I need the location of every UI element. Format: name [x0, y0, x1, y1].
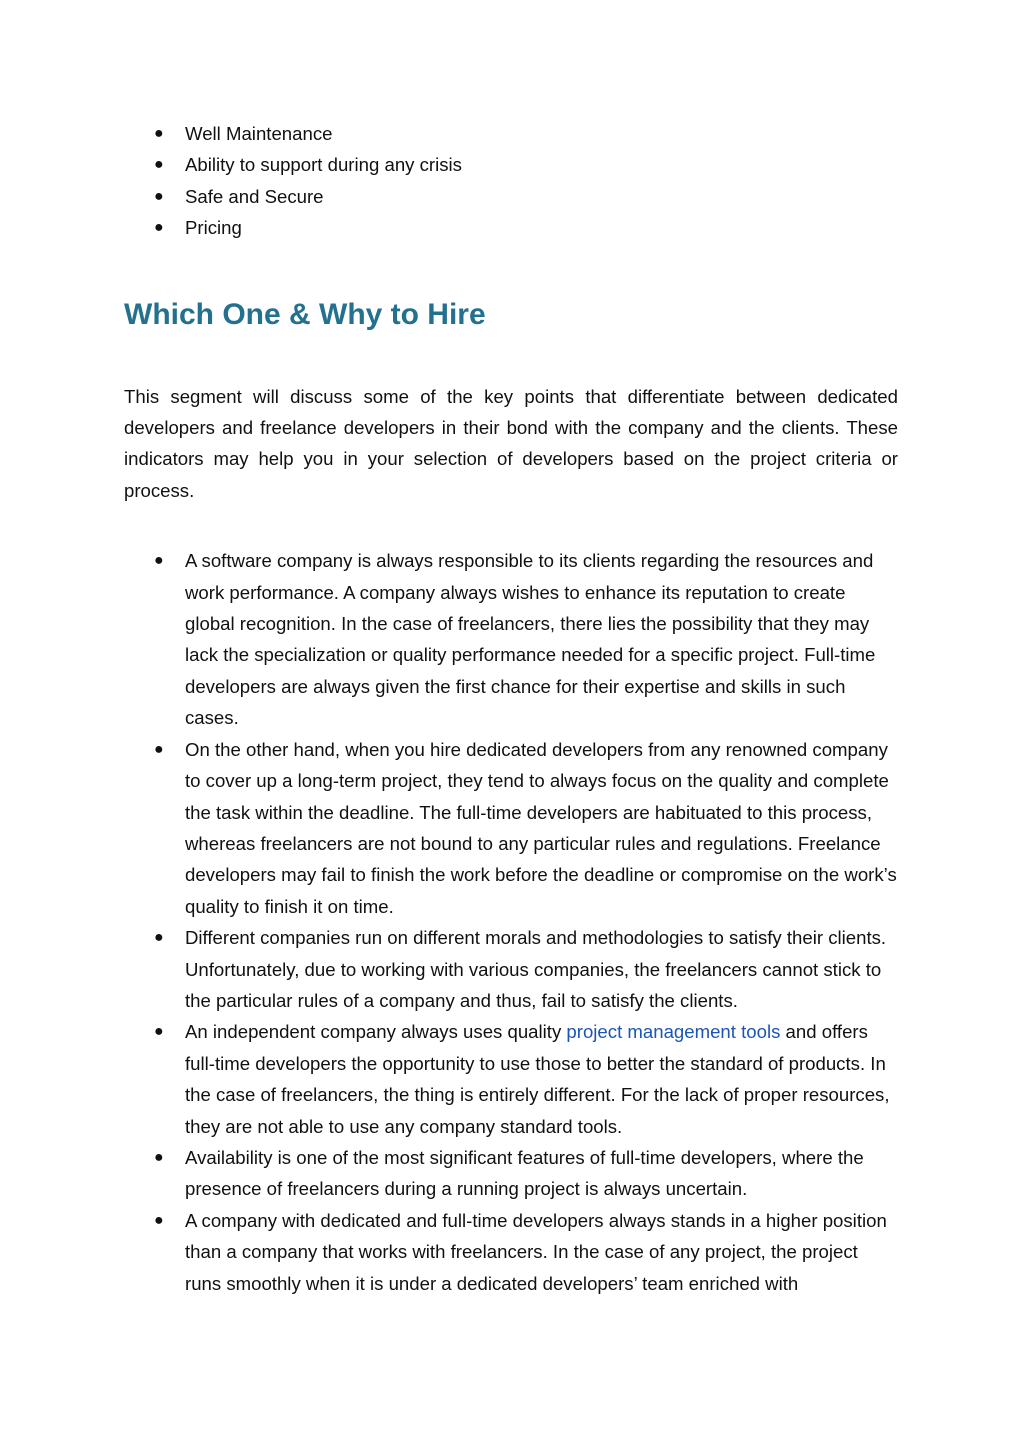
list-item [124, 181, 898, 212]
list-item [124, 149, 898, 180]
comparison-points-list [124, 545, 898, 1299]
bullet-icon: ● [154, 1148, 164, 1166]
list-item [124, 1205, 898, 1299]
bullet-icon: ● [154, 929, 164, 947]
list-item-text [185, 1021, 890, 1136]
section-heading: Which One & Why to Hire [124, 297, 486, 331]
list-item-text: A software company is always responsible to its clients regarding the resources and work performance. A company always wishes to enhance its reputation to create global recognition. In the case of freelancers, there lies the possibility that they may lack the specialization or quality performance needed for a specific project. Full-time developers are always given the first chance for their expertise and skills in such cases. [185, 550, 876, 729]
list-item [124, 922, 898, 1016]
intro-paragraph: This segment will discuss some of the key points that differentiate between dedicated developers and freelance developers in their bond with the company and the clients. These indicators may help you in your selection of developers based on the project criteria or process. [124, 385, 898, 501]
list-item-text: Availability is one of the most significant features of full-time developers, where the presence of freelancers during a running project is always uncertain. [185, 1146, 864, 1200]
bullet-icon: ● [154, 187, 164, 205]
list-item-text: Ability to support during any crisis [185, 154, 462, 176]
bullet-icon: ● [154, 219, 164, 237]
list-item-text: Well Maintenance [185, 123, 333, 144]
list-item [124, 1016, 898, 1142]
list-item [124, 118, 898, 149]
list-item-text: On the other hand, when you hire dedicated developers from any renowned company to cover up a long-term project, they tend to always focus on the quality and complete the task within the deadline. The full-time developers are habituated to this process, whereas freelancers are not bound to any particular rules and regulations. Freelance developers may fail to finish the work before the deadline or compromise on the work’s quality to finish it on time. [185, 738, 897, 917]
list-item [124, 734, 898, 922]
list-item [124, 212, 898, 243]
bullet-icon: ● [154, 740, 164, 758]
list-item-text: A company with dedicated and full-time developers always stands in a higher position than a company that works with freelancers. In the case of any project, the project runs smoothly when it is under a dedicated developers’ team enriched with [185, 1209, 887, 1294]
list-item-text: Different companies run on different morals and methodologies to satisfy their clients. Unfortunately, due to working with various companies, the freelancers cannot stick to the particular rules of a company and thus, fail to satisfy the clients. [185, 927, 887, 1011]
bullet-icon: ● [154, 156, 164, 174]
list-item [124, 1142, 898, 1205]
document-page [124, 118, 898, 1299]
bullet-icon: ● [154, 125, 164, 142]
project-management-tools-link[interactable]: project management tools [566, 1021, 781, 1043]
list-item-text: Safe and Secure [185, 185, 324, 207]
bullet-icon: ● [154, 552, 164, 570]
feature-list [124, 118, 898, 244]
text-before-link: An independent company always uses quality [185, 1021, 567, 1043]
bullet-icon: ● [154, 1023, 164, 1041]
bullet-icon: ● [154, 1211, 164, 1229]
text-after-link: and offers full-time developers the opportunity to use those to better the standard of products. In the case of freelancers, the thing is entirely different. For the lack of proper resources, they are not able to use any company standard tools. [185, 1021, 890, 1137]
list-item [124, 545, 898, 733]
list-item-text: Pricing [185, 217, 242, 239]
